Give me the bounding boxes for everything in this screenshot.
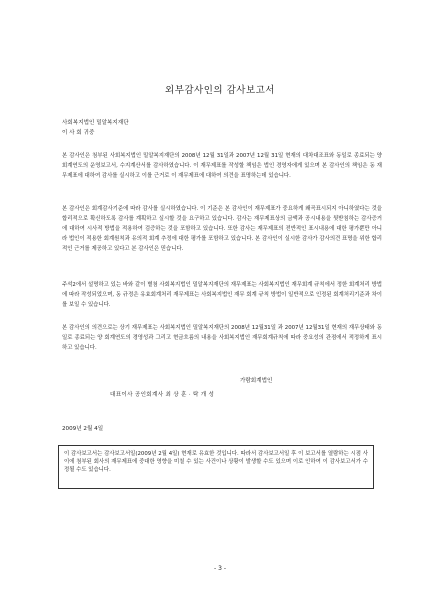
report-date: 2009년 2월 4일 bbox=[62, 426, 104, 432]
validity-note-text: 이 감사보고서는 감사보고서일(2009년 2월 4일) 현재로 유효한 것입니다. 따라서 감사보고서일 후 이 보고서를 열람하는 시점 사이에 첨부된 회사의 재무제표에 중대한 영향을 미칠 수 있는 사건이나 상황이 발생할 수도 있으며 이로 인하여 이 감사보고서가 수정될 수도 있습니다. bbox=[64, 451, 368, 473]
representative-signature: 대표이사 공인회계사 최 상 훈 · 탁 개 성 bbox=[110, 392, 215, 398]
addressee-organization: 사회복지법인 밀알복지재단 bbox=[62, 120, 129, 126]
paragraph-standards: 본 감사인은 회계감사기준에 따라 감사를 실시하였습니다. 이 기준은 본 감사인이 재무제표가 중요하게 왜곡표시되지 아니하였다는 것을 합리적으로 확신하도록 감사를 계획하고 실시할 것을 요구하고 있습니다. 감사는 재무제표상의 금액과 공시내용을 뒷받침하는 감사증거에 대하여 시사적 방법을 적용하여 검증하는 것을 포함하고 있습니다. 또한 감사는 재무제표의 전반적인 표시내용에 대한 평가뿐만 아니라 법인이 적용한 회계원칙과 유의적 회계 추정에 대한 평가를 포함하고 있습니다. 본 감사인이 실시한 감사가 감사의견 표명을 위한 합리적인 근거를 제공하고 있다고 본 감사인은 믿습니다. bbox=[62, 206, 382, 252]
page-number: - 3 - bbox=[214, 565, 226, 572]
validity-note-box bbox=[58, 445, 374, 489]
paragraph-scope: 본 감사인은 첨부된 사회복지법인 밀알복지재단의 2008년 12월 31일과 2007년 12월 31일 현재의 대차대조표와 동일로 종료되는 양 회계연도의 운영보고서, 수지계산서를 감사하였습니다. 이 재무제표를 작성할 책임은 법인 경영자에게 있으며 본 감사인의 책임은 동 재무제표에 대하여 감사를 실시하고 이를 근거로 이 재무제표에 대하여 의견을 표명하는데 있습니다. bbox=[62, 153, 382, 179]
addressee-recipient: 이 사 회 귀중 bbox=[62, 130, 95, 136]
paragraph-basis: 주석2에서 설명하고 있는 바와 같이 별첨 사회복지법인 밀알복지재단의 재무제표는 사회복지법인 재무회계 규칙에서 정한 회계처리 방법에 따라 작성되었으며, 동 규정은 유효회계처리 재무제표는 사회복지법인 재무 회계 규칙 방법이 일반적으로 인정된 회계처리기준과 차이를 보일 수 있습니다. bbox=[62, 282, 382, 308]
paragraph-opinion: 본 감사인의 의견으로는 상기 재무제표는 사회복지법인 밀알복지재단의 2008년 12월31일 과 2007년 12월31일 현재의 재무상태와 동일로 종료되는 양 회계연도의 경영성과 그리고 현금흐름의 내용을 사회복지법인 재무회계규칙에 따라 중요성의 관점에서 적정하게 표시하고 있습니다. bbox=[62, 325, 382, 351]
document-title: 외부감사인의 감사보고서 bbox=[165, 85, 275, 96]
audit-firm-name: 가람회계법인 bbox=[240, 378, 273, 384]
